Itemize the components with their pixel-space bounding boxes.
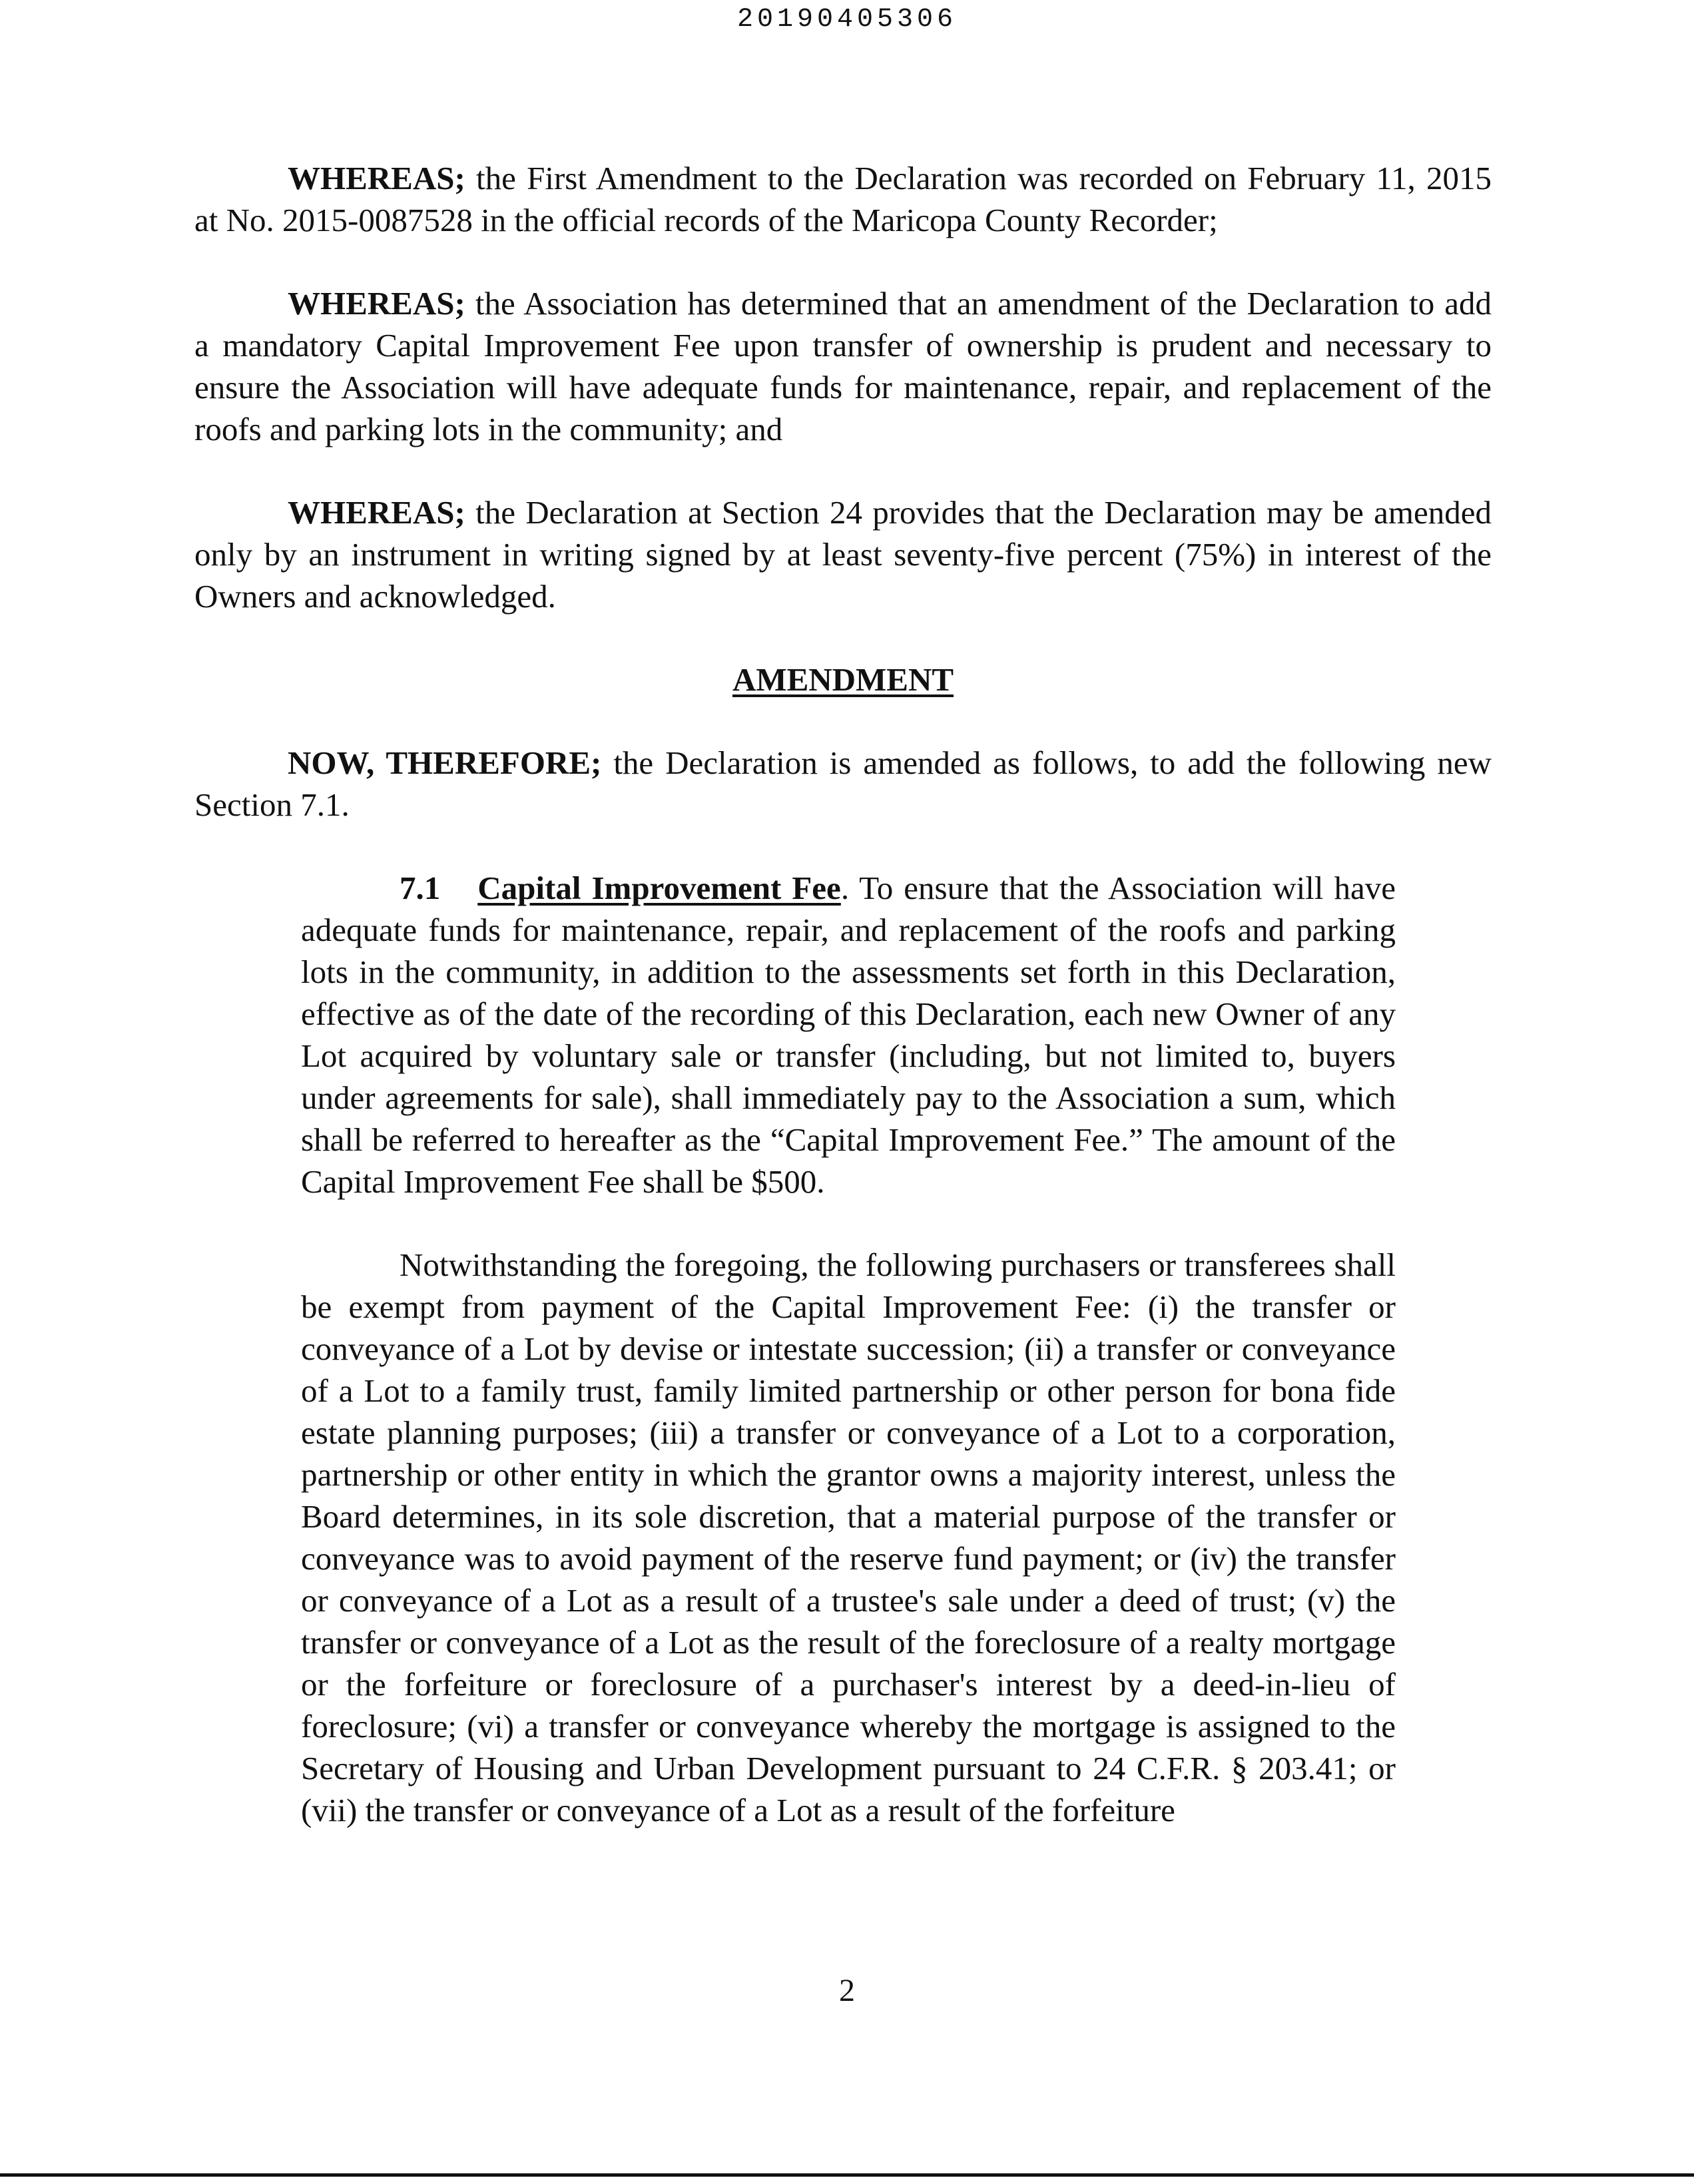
section-title-punct: . — [840, 870, 850, 906]
now-therefore-lead: NOW, THEREFORE; — [288, 744, 602, 781]
whereas-text: the Association has determined that an amendment of the Declaration to add a mandatory Capital Improvement Fee upon transfer of ownership is prudent and necessary to ensure the Association will have adequate funds for maintenance, repair, and replacement of the roofs and parking lots in the community; and — [194, 285, 1492, 447]
whereas-lead: WHEREAS; — [288, 494, 465, 531]
section-number: 7.1 — [400, 870, 441, 906]
exemptions-paragraph: Notwithstanding the foregoing, the following purchasers or transferees shall be exempt from payment of the Capital Improvement Fee: (i) the transfer or conveyance of a Lot by devise or intestate succession; (ii) a transfer or conveyance of a Lot to a family trust, family limited partnership or other person for bona fide estate planning purposes; (iii) a transfer or conveyance of a Lot to a corporation, partnership or other entity in which the grantor owns a majority interest, unless the Board determines, in its sole discretion, that a material purpose of the transfer or conveyance was to avoid payment of the reserve fund payment; or (iv) the transfer or conveyance of a Lot as a result of a trustee's sale under a deed of trust; (v) the transfer or conveyance of a Lot as the result of the foreclosure of a realty mortgage or the forfeiture or foreclosure of a purchaser's interest by a deed-in-lieu of foreclosure; (vi) a transfer or conveyance whereby the mortgage is assigned to the Secretary of Housing and Urban Development pursuant to 24 C.F.R. § 203.41; or (vii) the transfer or conveyance of a Lot as a result of the forfeiture — [301, 1246, 1396, 1828]
whereas-text: the First Amendment to the Declaration was recorded on February 11, 2015 at No. 2015-0087528 in the official records of the Maricopa County Recorder; — [194, 160, 1492, 238]
section-7-1 — [301, 867, 1396, 1203]
section-text: To ensure that the Association will have adequate funds for maintenance, repair, and replacement of the roofs and parking lots in the community, in addition to the assessments set forth in this Declaration, effective as of the date of the recording of this Declaration, each new Owner of any Lot acquired by voluntary sale or transfer (including, but not limited to, buyers under agreements for sale), shall immediately pay to the Association a sum, which shall be referred to hereafter as the “Capital Improvement Fee.” The amount of the Capital Improvement Fee shall be $500. — [301, 870, 1396, 1200]
recording-number: 20190405306 — [736, 5, 958, 35]
whereas-paragraph-1 — [194, 157, 1492, 241]
footer-rule — [0, 2173, 1694, 2177]
page-number: 2 — [839, 1973, 855, 2008]
document-body — [194, 157, 1492, 1831]
whereas-lead: WHEREAS; — [288, 160, 465, 196]
now-therefore-paragraph — [194, 742, 1492, 826]
now-therefore-text: the Declaration is amended as follows, to add the following new Section 7.1. — [194, 744, 1492, 823]
section-title: Capital Improvement Fee — [477, 870, 841, 906]
whereas-paragraph-3 — [194, 491, 1492, 617]
whereas-text: the Declaration at Section 24 provides that the Declaration may be amended only by an instrument in writing signed by at least seventy-five percent (75%) in interest of the Owners and acknowledged. — [194, 494, 1492, 615]
amendment-heading: AMENDMENT — [732, 661, 954, 698]
whereas-lead: WHEREAS; — [288, 285, 465, 322]
whereas-paragraph-2 — [194, 282, 1492, 450]
